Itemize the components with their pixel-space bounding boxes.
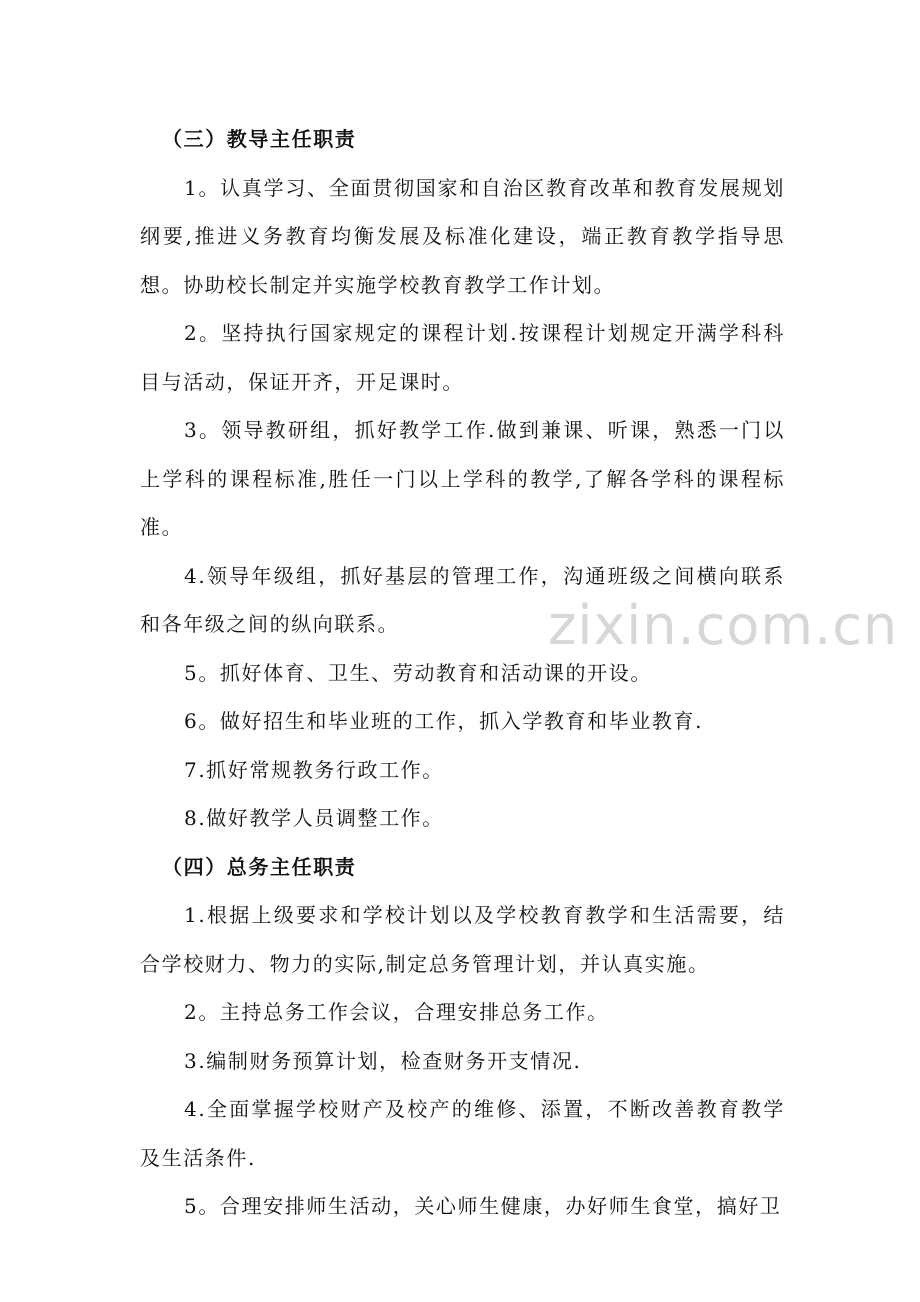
duty-item-3-6: 6。做好招生和毕业班的工作，抓入学教育和毕业教育.: [184, 709, 704, 733]
duty-item-3-4: 4.领导年级组，抓好基层的管理工作，沟通班级之间横向联系和各年级之间的纵向联系。: [140, 563, 785, 636]
watermark: zixin.com.cn: [548, 594, 899, 657]
duty-item-3-7: 7.抓好常规教务行政工作。: [184, 757, 444, 782]
duty-item-3-8: 8.做好教学人员调整工作。: [184, 806, 444, 830]
section-heading-3: （三）教导主任职责: [162, 127, 357, 151]
duty-item-3-3: 3。领导教研组，抓好教学工作.做到兼课、听课，熟悉一门以上学科的课程标准,胜任一门以上学科的教学,了解各学科的课程标准。: [140, 418, 785, 539]
duty-item-4-1: 1.根据上级要求和学校计划以及学校教育教学和生活需要，结合学校财力、物力的实际,制定总务管理计划，并认真实施。: [140, 903, 785, 976]
duty-item-3-2: 2。坚持执行国家规定的课程计划.按课程计划规定开满学科科目与活动，保证开齐，开足课时。: [140, 321, 785, 394]
duty-item-3-1: 1。认真学习、全面贯彻国家和自治区教育改革和教育发展规划纲要,推进义务教育均衡发展及标准化建设，端正教育教学指导思想。协助校长制定并实施学校教育教学工作计划。: [140, 175, 785, 297]
duty-item-4-2: 2。主持总务工作会议，合理安排总务工作。: [184, 1000, 609, 1024]
section-heading-4: （四）总务主任职责: [162, 854, 357, 879]
duty-item-4-5: 5。合理安排师生活动，关心师生健康，办好师生食堂，搞好卫: [184, 1194, 782, 1218]
duty-item-4-3: 3.编制财务预算计划，检查财务开支情况.: [184, 1048, 582, 1073]
duty-item-4-4: 4.全面掌握学校财产及校产的维修、添置，不断改善教育教学及生活条件.: [140, 1097, 785, 1170]
duty-item-3-5: 5。抓好体育、卫生、劳动教育和活动课的开设。: [184, 660, 652, 685]
document-body: [140, 115, 785, 1231]
